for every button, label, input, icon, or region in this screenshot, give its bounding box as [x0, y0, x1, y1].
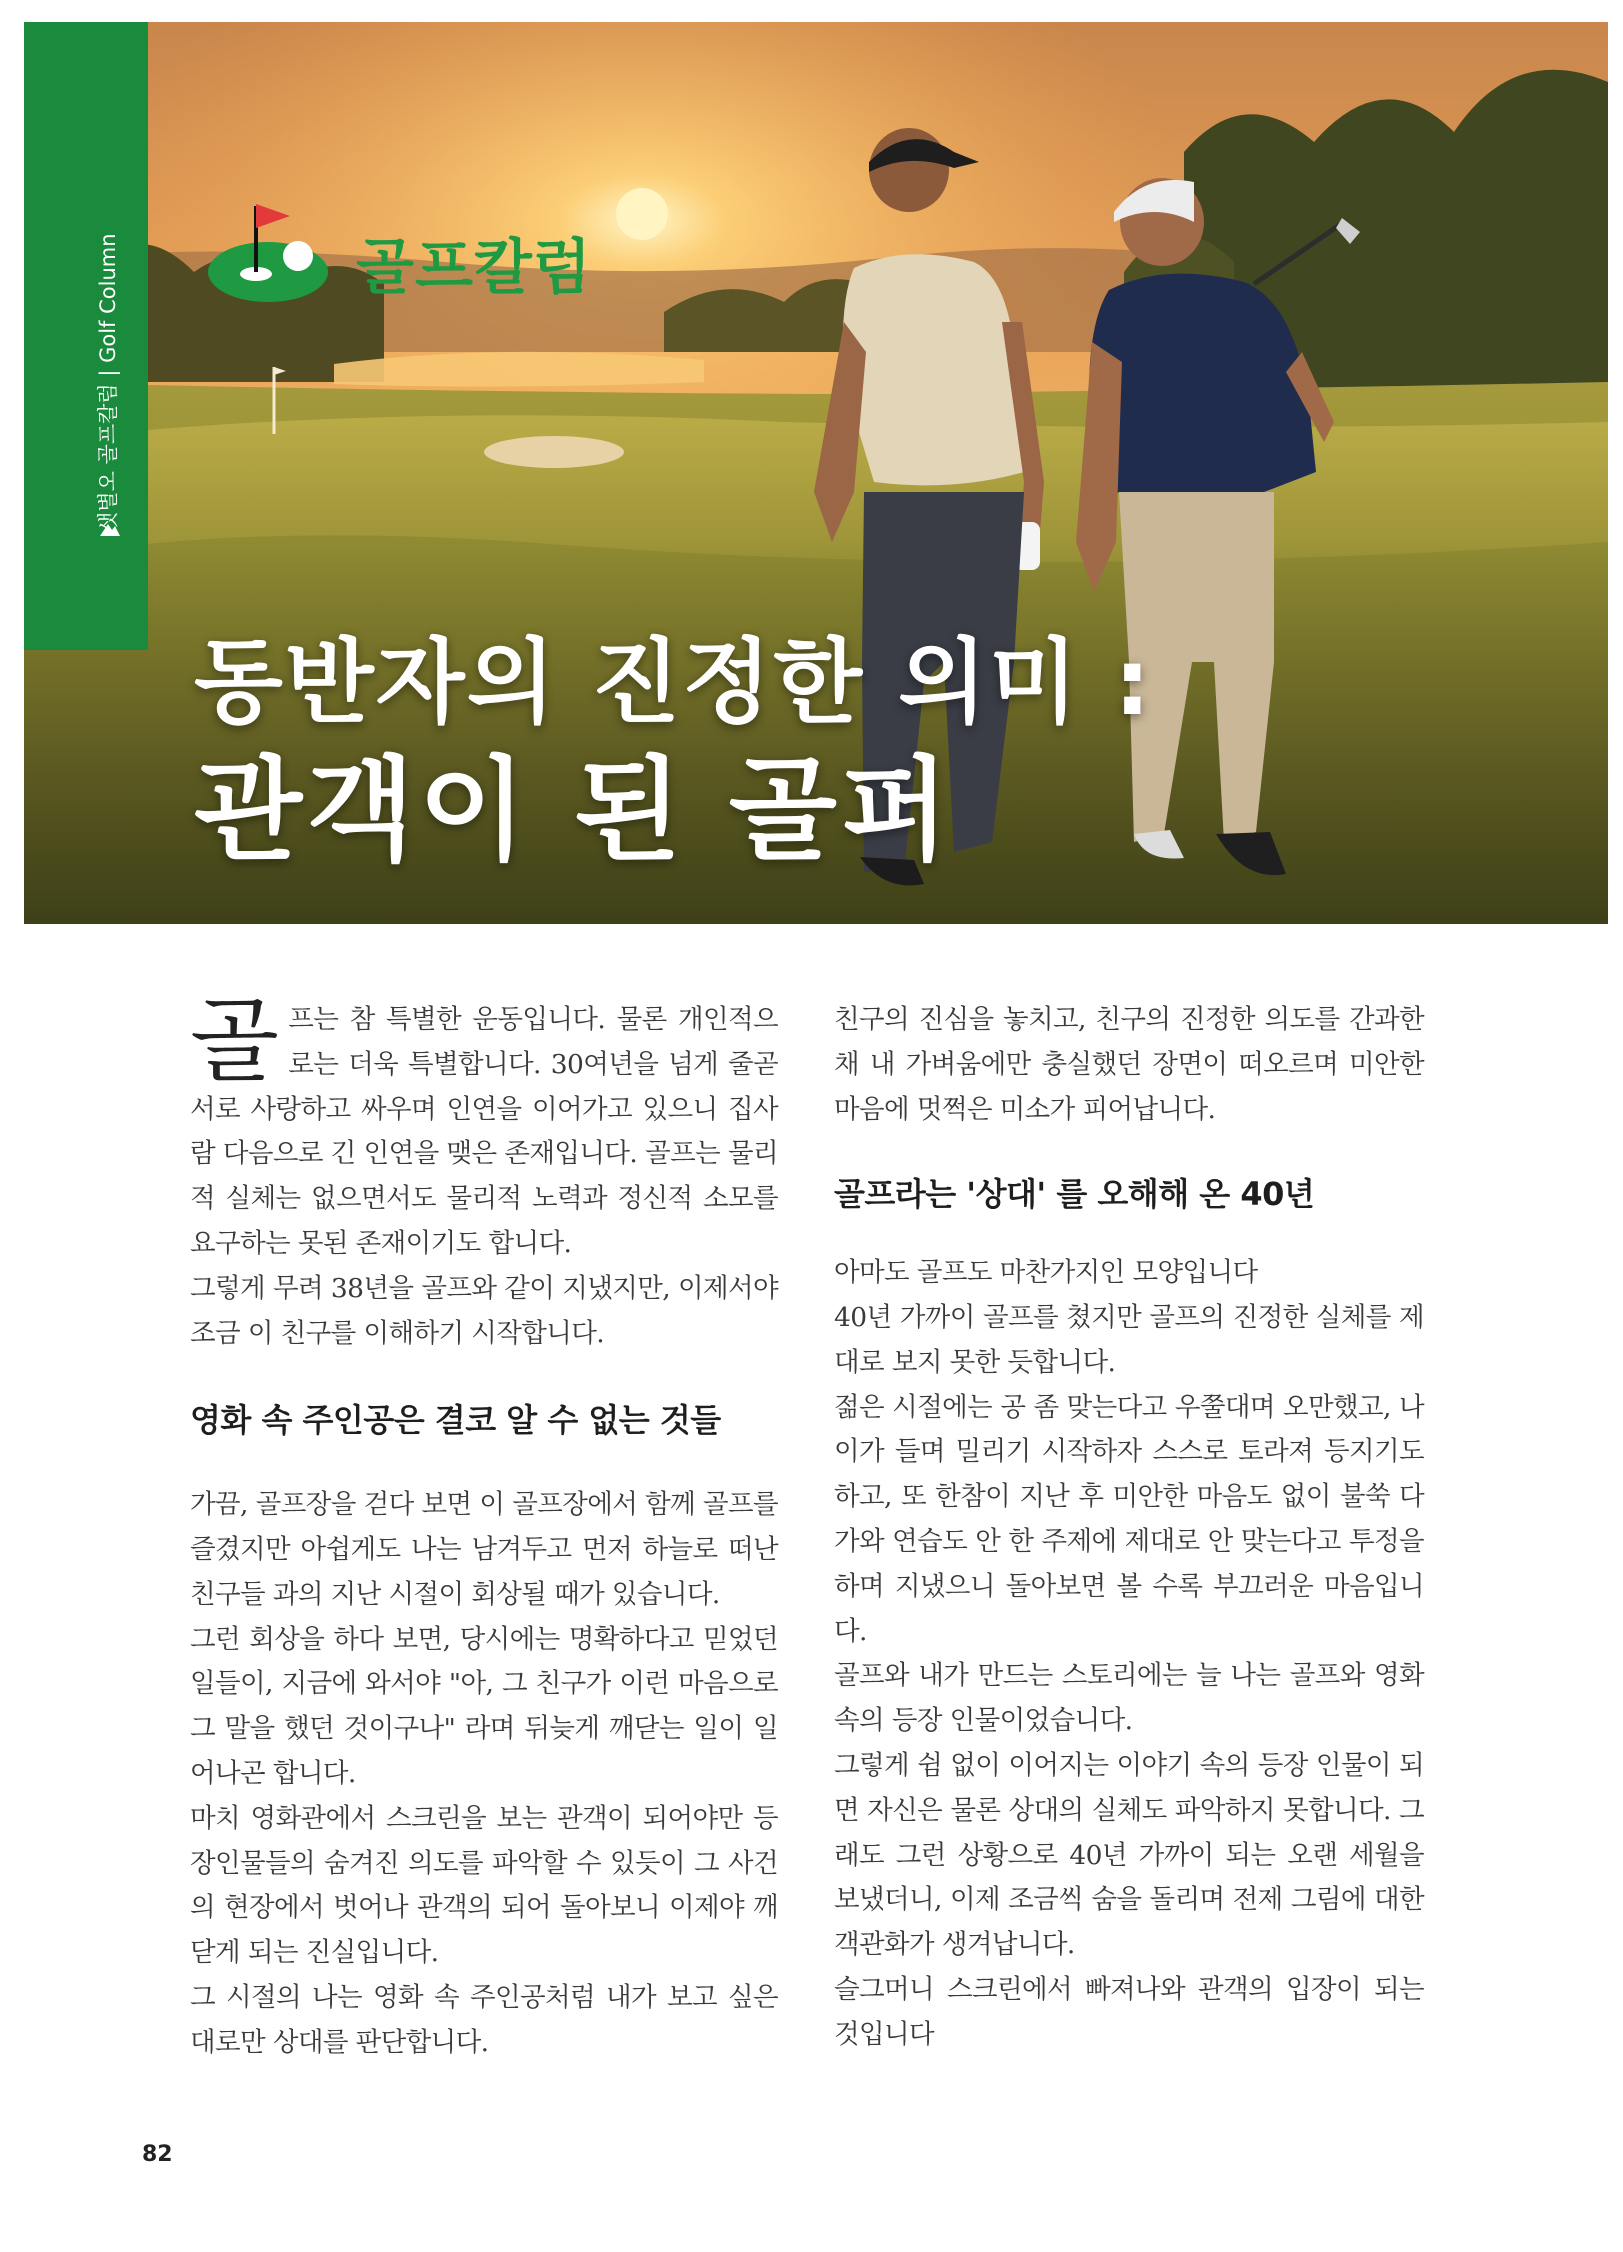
- section-heading-1: 영화 속 주인공은 결코 알 수 없는 것들: [190, 1401, 721, 1440]
- hero-photo: [24, 22, 1608, 924]
- section1-paragraph-3: 마치 영화관에서 스크린을 보는 관객이 되어야만 등장인물들의 숨겨진 의도를 파악할 수 있듯이 그 사건의 현장에서 벗어나 관객의 되어 돌아보니 이제야 깨닫게 되는 진실입니다.: [190, 1802, 778, 1969]
- section1-paragraph-5: 친구의 진심을 놓치고, 친구의 진정한 의도를 간과한 채 내 가벼움에만 충실했던 장면이 떠오르며 미안한 마음에 멋쩍은 미소가 피어납니다.: [834, 1004, 1424, 1125]
- headline: [194, 624, 1153, 880]
- headline-line-1: 동반자의 진정한 의미 :: [194, 629, 1153, 736]
- article-column-left: [190, 988, 778, 2066]
- section1-paragraph-1: 가끔, 골프장을 걷다 보면 이 골프장에서 함께 골프를 즐겼지만 아쉽게도 나는 남겨두고 먼저 하늘로 떠난 친구들 과의 지난 시절이 회상될 때가 있습니다.: [190, 1489, 778, 1610]
- page-number: 82: [142, 2142, 173, 2167]
- side-column-label: 샛별오 골프칼럼 | Golf Column: [96, 233, 120, 532]
- section2-paragraph-4: 골프와 내가 만드는 스토리에는 늘 나는 골프와 영화속의 등장 인물이었습니다.: [834, 1660, 1424, 1737]
- section2-paragraph-2: 40년 가까이 골프를 쳤지만 골프의 진정한 실체를 제대로 보지 못한 듯합니다.: [834, 1301, 1424, 1378]
- intro-paragraph-2: 그렇게 무려 38년을 골프와 같이 지냈지만, 이제서야 조금 이 친구를 이해하기 시작합니다.: [190, 1272, 778, 1349]
- drop-cap: 골: [190, 988, 279, 1095]
- section2-paragraph-3: 젊은 시절에는 공 좀 맞는다고 우쭐대며 오만했고, 나이가 들며 밀리기 시작하자 스스로 토라져 등지기도 하고, 또 한참이 지난 후 미안한 마음도 없이 불쑥 다가와 연습도 안 한 주제에 제대로 안 맞는다고 투정을 하며 지냈으니 돌아보면 볼 수록 부끄러운 마음입니다.: [834, 1391, 1424, 1647]
- section2-paragraph-5: 그렇게 쉼 없이 이어지는 이야기 속의 등장 인물이 되면 자신은 물론 상대의 실체도 파악하지 못합니다. 그래도 그런 상황으로 40년 가까이 되는 오랜 세월을 보냈더니, 이제 조금씩 숨을 돌리며 전제 그림에 대한 객관화가 생겨납니다.: [834, 1749, 1424, 1961]
- section1-paragraph-4: 그 시절의 나는 영화 속 주인공처럼 내가 보고 싶은 대로만 상대를 판단합니다.: [190, 1981, 778, 2058]
- section2-paragraph-6: 슬그머니 스크린에서 빠져나와 관객의 입장이 되는 것입니다: [834, 1973, 1424, 2050]
- headline-line-2: 관객이 된 골퍼: [194, 746, 954, 876]
- section-heading-2: 골프라는 '상대' 를 오해해 온 40년: [834, 1175, 1315, 1214]
- section2-paragraph-1: 아마도 골프도 마찬가지인 모양입니다: [834, 1257, 1258, 1289]
- section1-paragraph-2: 그런 회상을 하다 보면, 당시에는 명확하다고 믿었던 일들이, 지금에 와서야 "아, 그 친구가 이런 마음으로 그 말을 했던 것이구나" 라며 뒤늦게 깨닫는 일이 일어나곤 합니다.: [190, 1623, 778, 1789]
- article-column-right: [834, 998, 1424, 2058]
- section-side-tab: [24, 22, 148, 650]
- intro-paragraph-1: 골프는 참 특별한 운동입니다. 물론 개인적으로는 더욱 특별합니다. 30여년을 넘게 줄곧 서로 사랑하고 싸우며 인연을 이어가고 있으니 집사람 다음으로 긴 인연을 맺은 존재입니다. 골프는 물리적 실체는 없으면서도 물리적 노력과 정신적 소모를 요구하는 못된 존재이기도 합니다.: [190, 988, 778, 1259]
- column-badge-label: 골프칼럼: [356, 233, 592, 303]
